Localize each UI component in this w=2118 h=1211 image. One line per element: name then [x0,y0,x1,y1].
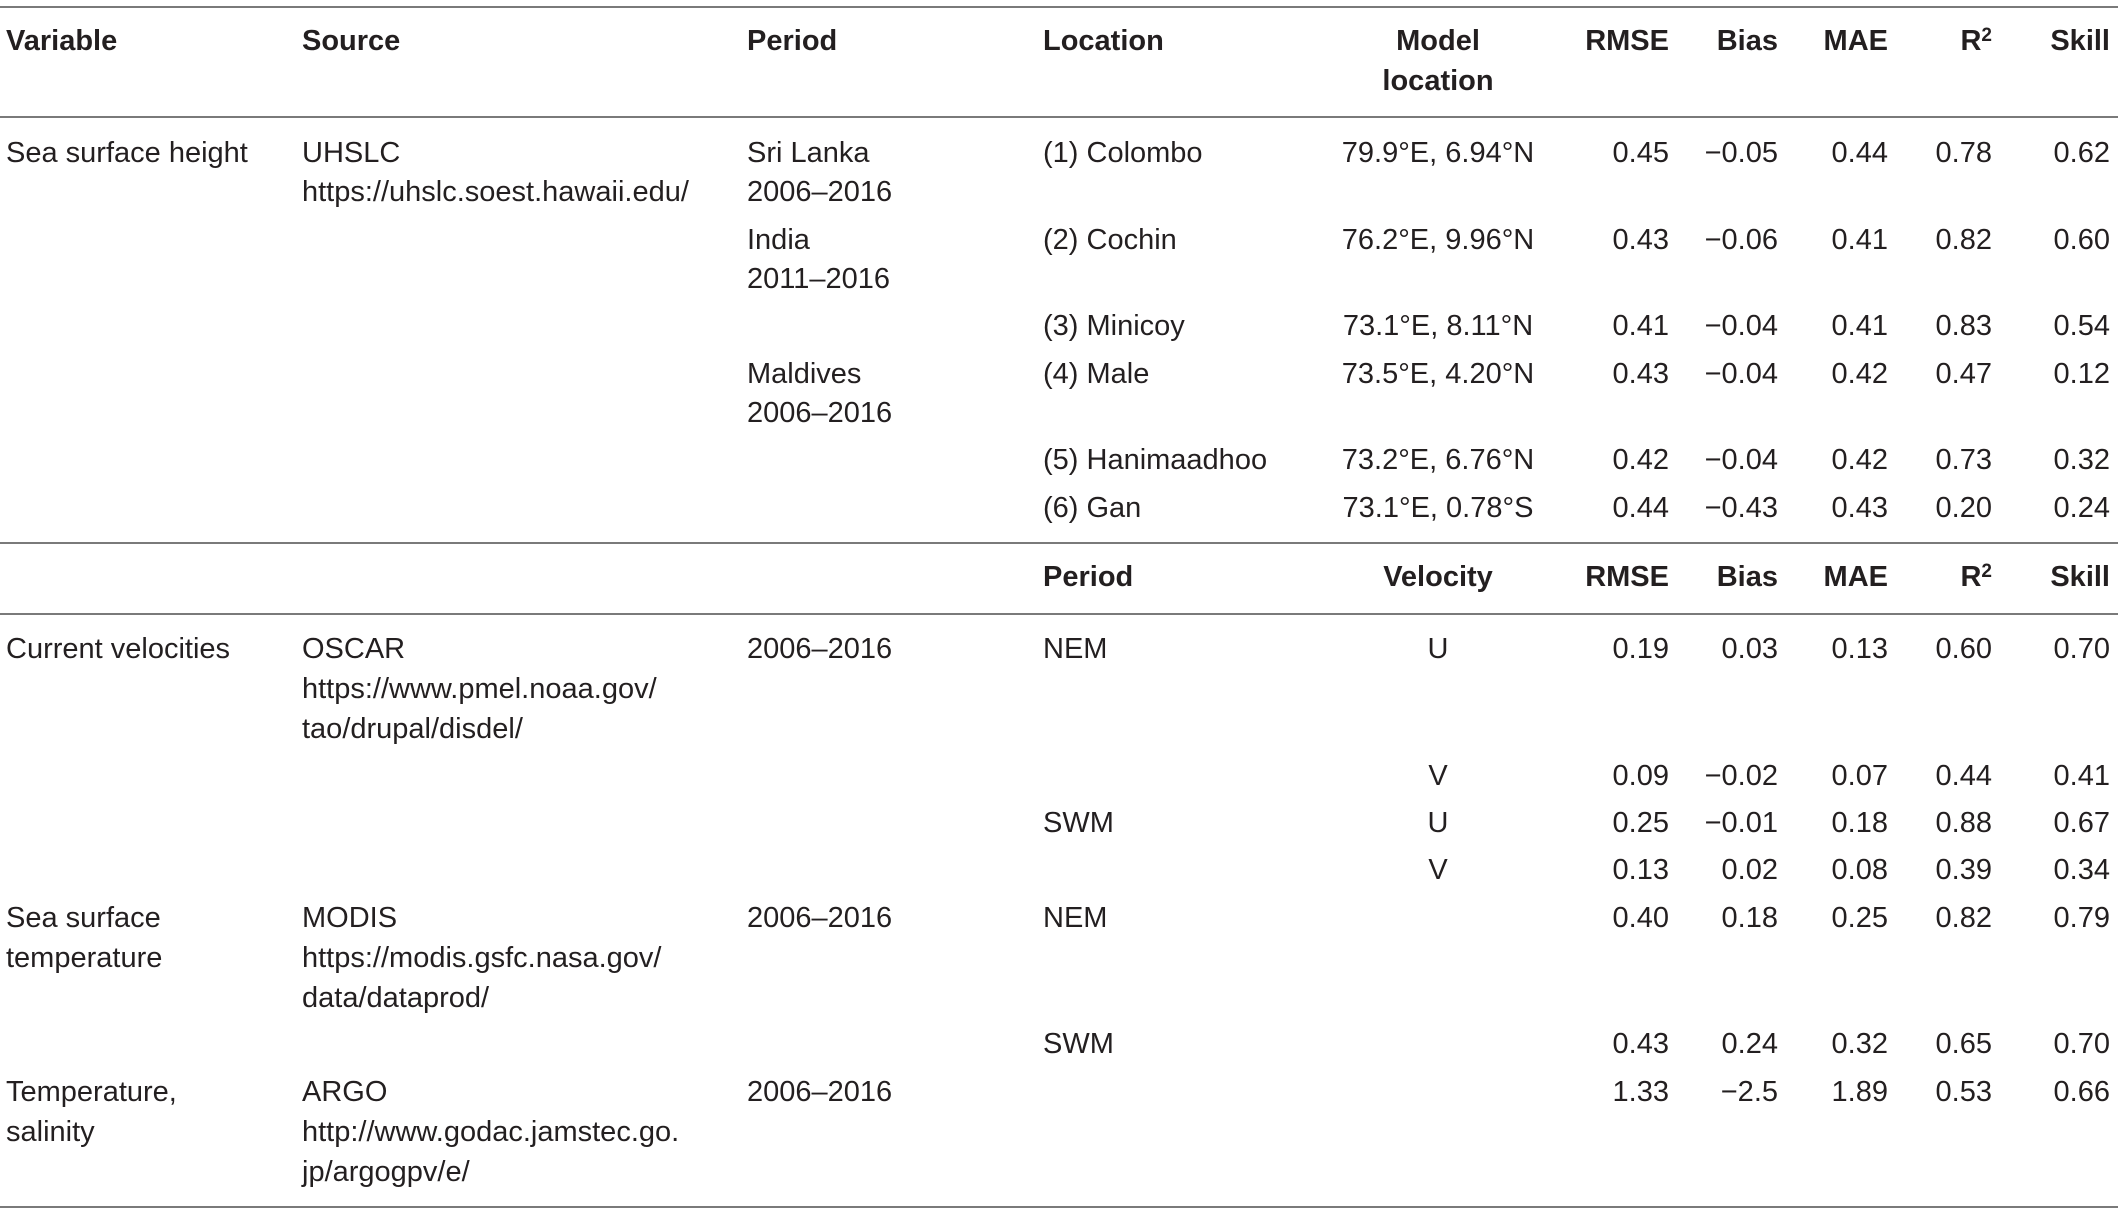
ssh-period-region: Sri Lanka [747,137,870,169]
header2-velocity: Velocity [1383,561,1493,593]
ssh-model-location: 73.5°E, 4.20°N [1341,358,1535,390]
ssh-skill: 0.60 [2053,224,2110,256]
header-r2-superscript: 2 [1981,25,1992,47]
sst-rmse: 0.40 [1612,902,1669,934]
ssh-skill: 0.62 [2053,137,2110,169]
ssh-rmse: 0.41 [1612,310,1669,342]
header-location: Location [1043,25,1164,57]
header-source: Source [302,25,401,57]
currents-rmse: 0.19 [1612,633,1669,665]
header2-r2-superscript: 2 [1981,561,1992,583]
ssh-skill: 0.12 [2053,358,2110,390]
ssh-model-location: 73.2°E, 6.76°N [1341,444,1535,476]
currents-bias: 0.02 [1721,854,1778,886]
currents-mae: 0.18 [1831,807,1888,839]
currents-velocity: V [1428,854,1448,886]
ssh-bias: −0.43 [1704,492,1778,524]
ssh-skill: 0.32 [2053,444,2110,476]
currents-velocity: V [1428,760,1448,792]
sst-skill: 0.79 [2053,902,2110,934]
currents-skill: 0.41 [2053,760,2110,792]
currents-skill: 0.70 [2053,633,2110,665]
currents-mae: 0.08 [1831,854,1888,886]
sst-source-url-line1: https://modis.gsfc.nasa.gov/ [302,942,662,974]
ssh-mae: 0.41 [1831,310,1888,342]
sst-variable-line1: Sea surface [6,902,161,934]
sst-mae: 0.32 [1831,1028,1888,1060]
header-r2 [1960,21,1992,61]
currents-velocity: U [1427,807,1449,839]
currents-source-name: OSCAR [302,633,406,665]
ssh-r2: 0.47 [1935,358,1992,390]
argo-rmse: 1.33 [1612,1076,1669,1108]
ssh-mae: 0.44 [1831,137,1888,169]
header-model-location-line1: Model [1396,25,1480,57]
ssh-location: (2) Cochin [1043,224,1177,256]
header2-rmse: RMSE [1585,561,1669,593]
sst-variable-line2: temperature [6,942,163,974]
currents-mae: 0.07 [1831,760,1888,792]
currents-bias: −0.02 [1704,760,1778,792]
sst-source-url-line2: data/dataprod/ [302,982,490,1014]
argo-bias: −2.5 [1720,1076,1778,1108]
ssh-r2: 0.82 [1935,224,1992,256]
ssh-bias: −0.05 [1704,137,1778,169]
sst-bias: 0.18 [1721,902,1778,934]
currents-source-url-line1: https://www.pmel.noaa.gov/ [302,673,657,705]
currents-period: 2006–2016 [747,633,893,665]
ssh-rmse: 0.43 [1612,358,1669,390]
table-top-rule [0,6,2118,8]
argo-period: 2006–2016 [747,1076,893,1108]
ssh-rmse: 0.45 [1612,137,1669,169]
ssh-mae: 0.41 [1831,224,1888,256]
ssh-location: (4) Male [1043,358,1150,390]
currents-rmse: 0.25 [1612,807,1669,839]
table-bottom-rule [0,1206,2118,1208]
header2-r2 [1960,557,1992,597]
header-rmse: RMSE [1585,25,1669,57]
header2-period: Period [1043,561,1134,593]
argo-variable-line2: salinity [6,1116,95,1148]
ssh-r2: 0.20 [1935,492,1992,524]
ssh-period-region: India [747,224,810,256]
ssh-bias: −0.06 [1704,224,1778,256]
ssh-period-region: Maldives [747,358,862,390]
currents-mae: 0.13 [1831,633,1888,665]
sst-season: SWM [1043,1028,1114,1060]
ssh-bias: −0.04 [1704,358,1778,390]
ssh-bias: −0.04 [1704,444,1778,476]
header2-skill: Skill [2050,561,2110,593]
sst-skill: 0.70 [2053,1028,2110,1060]
ssh-rmse: 0.42 [1612,444,1669,476]
argo-variable-line1: Temperature, [6,1076,177,1108]
currents-r2: 0.44 [1935,760,1992,792]
ssh-model-location: 73.1°E, 8.11°N [1342,310,1534,342]
sst-r2: 0.82 [1935,902,1992,934]
header2-mae: MAE [1823,561,1888,593]
ssh-bias: −0.04 [1704,310,1778,342]
ssh-model-location: 76.2°E, 9.96°N [1341,224,1535,256]
ssh-r2: 0.73 [1935,444,1992,476]
sst-season: NEM [1043,902,1108,934]
ssh-location: (1) Colombo [1043,137,1203,169]
ssh-location: (3) Minicoy [1043,310,1185,342]
argo-r2: 0.53 [1935,1076,1992,1108]
ssh-mae: 0.42 [1831,358,1888,390]
currents-r2: 0.60 [1935,633,1992,665]
currents-r2: 0.88 [1935,807,1992,839]
header-period: Period [747,25,838,57]
ssh-location: (5) Hanimaadhoo [1043,444,1268,476]
argo-skill: 0.66 [2053,1076,2110,1108]
currents-bias: 0.03 [1721,633,1778,665]
ssh-r2: 0.83 [1935,310,1992,342]
currents-season: SWM [1043,807,1114,839]
ssh-source-url: https://uhslc.soest.hawaii.edu/ [302,176,689,208]
sst-bias: 0.24 [1721,1028,1778,1060]
argo-source-url-line1: http://www.godac.jamstec.go. [302,1116,680,1148]
currents-skill: 0.67 [2053,807,2110,839]
header-r2-base: R [1960,25,1982,57]
ssh-skill: 0.24 [2053,492,2110,524]
header-variable: Variable [6,25,118,57]
argo-source-name: ARGO [302,1076,388,1108]
header-skill: Skill [2050,25,2110,57]
currents-velocity: U [1427,633,1449,665]
currents-skill: 0.34 [2053,854,2110,886]
ssh-location: (6) Gan [1043,492,1142,524]
header2-bias: Bias [1716,561,1778,593]
header-mae: MAE [1823,25,1888,57]
sst-period: 2006–2016 [747,902,893,934]
argo-source-url-line2: jp/argogpv/e/ [302,1156,470,1188]
header-bottom-rule [0,116,2118,118]
currents-source-url-line2: tao/drupal/disdel/ [302,713,523,745]
ssh-rmse: 0.43 [1612,224,1669,256]
currents-bias: −0.01 [1704,807,1778,839]
ssh-model-location: 79.9°E, 6.94°N [1341,137,1535,169]
currents-rmse: 0.09 [1612,760,1669,792]
ssh-period-years: 2011–2016 [747,263,891,295]
ssh-source-name: UHSLC [302,137,401,169]
header2-r2-base: R [1960,561,1982,593]
ssh-variable: Sea surface height [6,137,248,169]
header-model-location-line2: location [1382,65,1494,97]
sst-source-name: MODIS [302,902,398,934]
ssh-period-years: 2006–2016 [747,176,893,208]
currents-season: NEM [1043,633,1108,665]
header-bias: Bias [1716,25,1778,57]
currents-variable: Current velocities [6,633,231,665]
argo-mae: 1.89 [1831,1076,1888,1108]
currents-r2: 0.39 [1935,854,1992,886]
currents-rmse: 0.13 [1612,854,1669,886]
section-divider-rule [0,542,2118,544]
ssh-model-location: 73.1°E, 0.78°S [1342,492,1534,524]
ssh-skill: 0.54 [2053,310,2110,342]
header2-bottom-rule [0,613,2118,615]
sst-rmse: 0.43 [1612,1028,1669,1060]
ssh-mae: 0.43 [1831,492,1888,524]
sst-r2: 0.65 [1935,1028,1992,1060]
header-model-location [1382,21,1493,101]
ssh-rmse: 0.44 [1612,492,1669,524]
ssh-mae: 0.42 [1831,444,1888,476]
ssh-r2: 0.78 [1935,137,1992,169]
ssh-period-years: 2006–2016 [747,397,893,429]
sst-mae: 0.25 [1831,902,1888,934]
